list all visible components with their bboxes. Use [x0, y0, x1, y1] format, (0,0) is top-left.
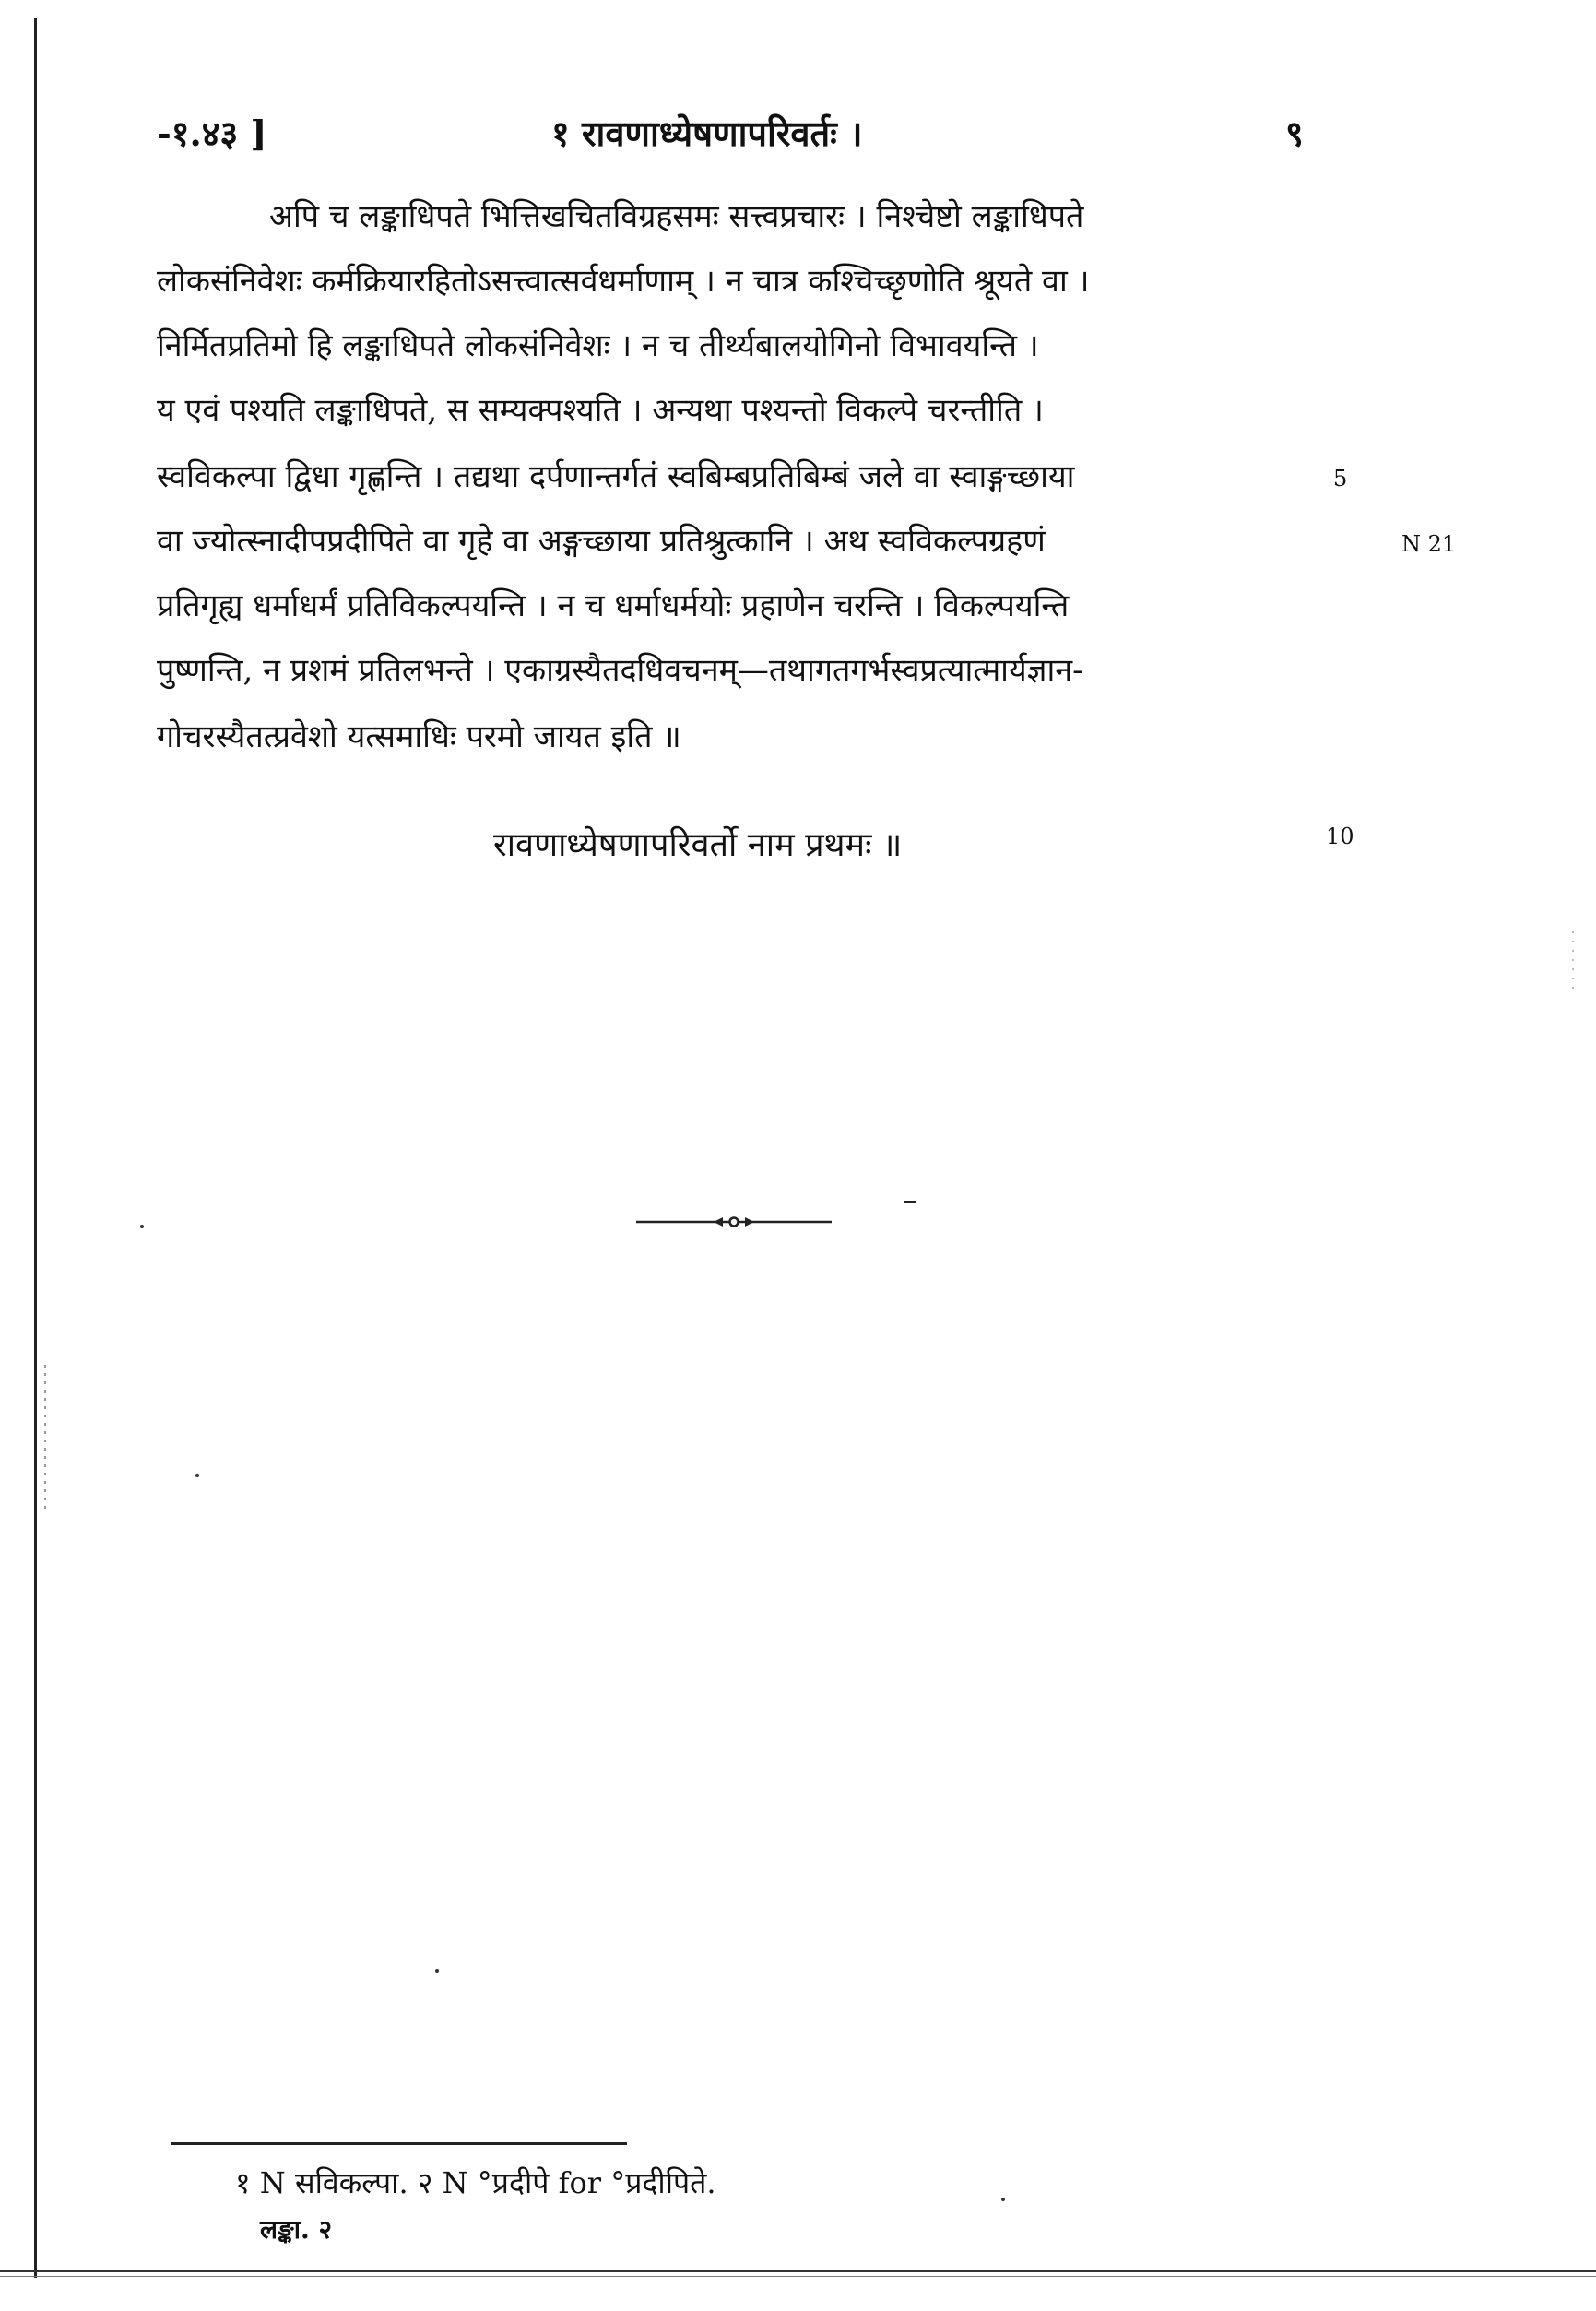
header-page-number: ९ — [1285, 113, 1304, 154]
bottom-scan-edge-secondary — [0, 2276, 1596, 2277]
body-line-7: प्रतिगृह्य धर्माधर्मं प्रतिविकल्पयन्ति । न च धर्माधर्मयोः प्रहाणेन चरन्ति । विकल्पयन्ति — [157, 587, 1070, 624]
body-line-4: य एवं पश्यति लङ्काधिपते, स सम्यक्पश्यति । अन्यथा पश्यन्तो विकल्पे चरन्तीति । — [157, 392, 1044, 429]
margin-line-number-5: 5 — [1333, 466, 1348, 492]
scan-dot — [435, 1969, 439, 1973]
scan-dot — [1001, 2198, 1005, 2201]
body-line-1: अपि च लङ्काधिपते भित्तिखचितविग्रहसमः सत्त्वप्रचारः । निश्चेष्टो लङ्काधिपते — [269, 198, 1084, 235]
chapter-colophon: रावणाध्येषणापरिवर्तो नाम प्रथमः ॥ — [493, 826, 903, 864]
body-line-2: लोकसंनिवेशः कर्मक्रियारहितोऽसत्त्वात्सर्वधर्माणाम् । न चात्र कश्चिच्छृणोति श्रूयते वा । — [157, 263, 1090, 300]
body-line-5: स्वविकल्पा द्विधा गृह्णन्ति । तद्यथा दर्पणान्तर्गतं स्वबिम्बप्रतिबिम्बं जले वा स्वाङ्गच्छाया — [157, 458, 1075, 495]
footnote-text: १ N सविकल्पा. २ N °प्रदीपे for °प्रदीपिते. — [235, 2165, 716, 2200]
body-line-8: पुष्णन्ति, न प्रशमं प्रतिलभन्ते । एकाग्रस्यैतदधिवचनम्—तथागतगर्भस्वप्रत्यात्मार्यज्ञान- — [157, 652, 1083, 689]
scan-speckle-left — [44, 1365, 46, 1512]
footnote-signature: लङ्का. २ — [260, 2214, 333, 2245]
scan-speckle-right — [1572, 931, 1574, 996]
body-line-3: निर्मितप्रतिमो हि लङ्काधिपते लोकसंनिवेशः । न च तीर्थ्यबालयोगिनो विभावयन्ति । — [157, 327, 1039, 364]
scan-dot — [140, 1225, 144, 1228]
body-line-6: वा ज्योत्स्नादीपप्रदीपिते वा गृहे वा अङ्गच्छाया प्रतिश्रुत्कानि । अथ स्वविकल्पग्रहणं — [157, 523, 1046, 560]
stray-mark — [904, 1201, 916, 1203]
margin-line-number-10: 10 — [1326, 824, 1354, 849]
margin-manuscript-ref: N 21 — [1401, 531, 1457, 557]
body-line-9: गोचरस्यैतत्प्रवेशो यत्समाधिः परमो जायत इति ॥ — [157, 718, 681, 755]
footnote-separator — [171, 2142, 627, 2145]
left-binding-edge — [34, 18, 37, 2278]
scan-dot — [195, 1474, 199, 1477]
header-verse-range: -१.४३ ] — [157, 113, 267, 154]
header-chapter-title: १ रावणाध्येषणापरिवर्तः । — [551, 113, 863, 154]
section-end-ornament — [636, 1215, 832, 1229]
bottom-scan-edge — [0, 2270, 1596, 2272]
